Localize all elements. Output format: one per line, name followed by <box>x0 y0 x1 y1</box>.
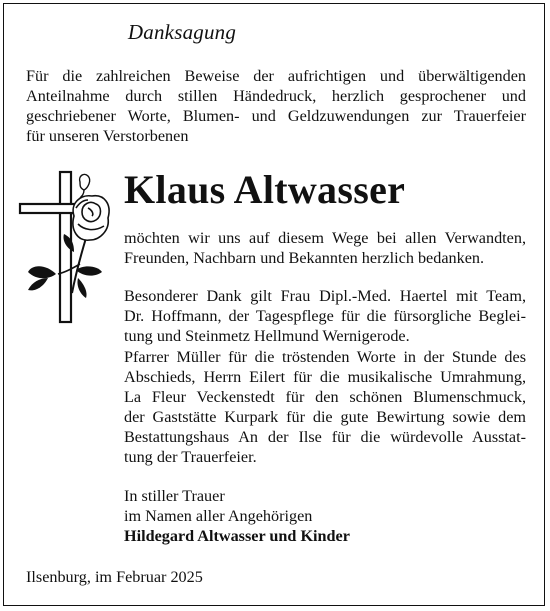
further-thanks-line: tung der Trauerfeier. <box>124 448 257 466</box>
signoff-block <box>124 486 526 546</box>
thanks-paragraph <box>124 228 526 268</box>
notice-heading: Danksagung <box>127 20 237 44</box>
special-thanks-line: Dr. Hoffmann, der Tagespflege für die fürsorgliche Beglei- <box>124 307 526 325</box>
signoff-signature: Hildegard Altwasser und Kinder <box>124 527 350 545</box>
intro-paragraph <box>26 66 526 146</box>
cross-with-rose-icon <box>18 168 118 328</box>
intro-line: Anteilnahme durch stillen Händedruck, herzlich gesprochener und <box>26 87 526 105</box>
further-thanks-line: Bestattungshaus An der Ilse für die würdevolle Ausstat- <box>124 428 526 446</box>
further-thanks-line: Abschieds, Herrn Eilert für die musikalische Umrahmung, <box>124 368 526 386</box>
deceased-name: Klaus Altwasser <box>124 167 406 212</box>
further-thanks-line: der Gaststätte Kurpark für die gute Bewirtung sowie dem <box>124 408 526 426</box>
further-thanks-paragraph <box>124 347 526 467</box>
special-thanks-line: Besonderer Dank gilt Frau Dipl.-Med. Haertel mit Team, <box>124 287 526 305</box>
thanks-line: möchten wir uns auf diesem Wege bei allen Verwandten, <box>124 229 526 247</box>
signoff-mourning: In stiller Trauer <box>124 487 225 505</box>
further-thanks-line: La Fleur Veckenstedt für den schönen Blumenschmuck, <box>124 388 526 406</box>
special-thanks-line: tung und Steinmetz Hellmund Wernigerode. <box>124 327 410 345</box>
intro-line: Für die zahlreichen Beweise der aufrichtigen und überwältigenden <box>26 67 526 85</box>
signoff-relatives: im Namen aller Angehörigen <box>124 507 313 525</box>
place-date: Ilsenburg, im Februar 2025 <box>26 568 203 586</box>
intro-line: für unseren Verstorbenen <box>26 127 189 145</box>
intro-line: geschriebener Worte, Blumen- und Geldzuwendungen zur Trauerfeier <box>26 107 526 125</box>
further-thanks-line: Pfarrer Müller für die tröstenden Worte in der Stunde des <box>124 348 526 366</box>
thanks-line: Freunden, Nachbarn und Bekannten herzlich bedanken. <box>124 249 485 267</box>
special-thanks-paragraph <box>124 286 526 346</box>
